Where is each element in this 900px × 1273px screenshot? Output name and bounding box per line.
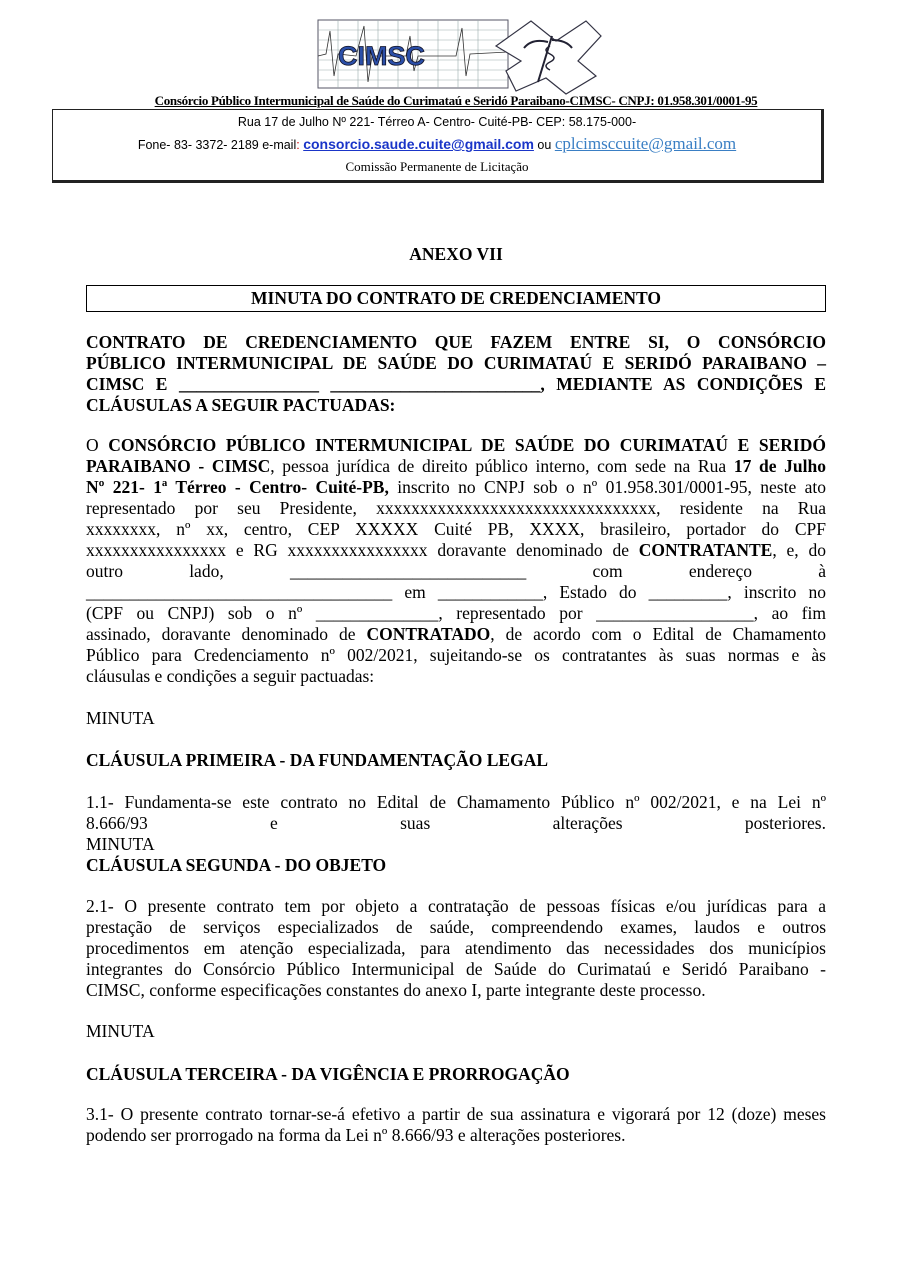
contract-heading <box>86 332 826 416</box>
text: , e, do <box>772 540 826 560</box>
clause-3-text <box>86 1104 826 1146</box>
contract-title: MINUTA DO CONTRATO DE CREDENCIAMENTO <box>86 285 826 312</box>
text: outro lado, ___________________________ com endereço à <box>86 561 826 581</box>
text-line <box>86 708 826 729</box>
text: 8.666/93 e suas alterações posteriores. <box>86 813 826 833</box>
text-line <box>86 395 826 416</box>
text-line <box>86 666 826 687</box>
contact-line <box>53 134 821 154</box>
text-line <box>86 353 826 374</box>
minuta-label <box>86 708 826 729</box>
text: ___________________________________ em ____________, Estado do _________, inscrito no <box>86 582 826 602</box>
bold-text: CLÁUSULAS A SEGUIR PACTUADAS: <box>86 395 396 415</box>
bold-text: PARAIBANO - CIMSC <box>86 456 271 476</box>
text: 2.1- O presente contrato tem por objeto a contratação de pessoas físicas e/ou jurídicas para a <box>86 896 826 916</box>
text-line <box>86 332 826 353</box>
text-line <box>86 980 826 1001</box>
text-line <box>86 813 826 834</box>
annex-title: ANEXO VII <box>409 244 503 264</box>
svg-text:CIMSC: CIMSC <box>338 41 425 71</box>
text-line <box>86 582 826 603</box>
text-line <box>86 561 826 582</box>
email-link-cpl[interactable]: cplcimsccuite@gmail.com <box>554 134 737 153</box>
text: MINUTA <box>86 834 155 854</box>
text: prestação de serviços especializados de saúde, compreendendo exames, laudos e outros <box>86 917 826 937</box>
bold-text: PÚBLICO INTERMUNICIPAL DE SAÚDE DO CURIMATAÚ E SERIDÓ PARAIBANO – <box>86 353 826 373</box>
text-line <box>86 603 826 624</box>
text-line <box>86 855 826 876</box>
text-line <box>86 477 826 498</box>
address-line: Rua 17 de Julho Nº 221- Térreo A- Centro- Cuité-PB- CEP: 58.175-000- <box>237 115 637 129</box>
text-line <box>86 374 826 395</box>
text: , de acordo com o Edital de Chamamento <box>490 624 826 644</box>
text-line <box>86 540 826 561</box>
commission-line: Comissão Permanente de Licitação <box>345 159 529 174</box>
text: cláusulas e condições a seguir pactuadas: <box>86 666 375 686</box>
text: CIMSC, conforme especificações constantes do anexo I, parte integrante deste processo. <box>86 980 706 1000</box>
text-line <box>86 498 826 519</box>
colon: : <box>296 138 300 152</box>
text-line <box>86 896 826 917</box>
text: assinado, doravante denominado de <box>86 624 367 644</box>
clause-3-heading <box>86 1064 826 1085</box>
text-line <box>86 792 826 813</box>
text: Público para Credenciamento nº 002/2021, sujeitando-se os contratantes às suas normas e às <box>86 645 826 665</box>
text-line <box>86 834 826 855</box>
bold-text: CLÁUSULA TERCEIRA - DA VIGÊNCIA E PRORROGAÇÃO <box>86 1064 570 1084</box>
text-line <box>86 1064 826 1085</box>
text: 1.1- Fundamenta-se este contrato no Edital de Chamamento Público nº 002/2021, e na Lei nº <box>86 792 826 812</box>
bold-text: CLÁUSULA SEGUNDA - DO OBJETO <box>86 855 387 875</box>
email-link-consorcio[interactable]: consorcio.saude.cuite@gmail.com <box>303 136 534 152</box>
text: (CPF ou CNPJ) sob o nº ______________, representado por __________________, ao fim <box>86 603 826 623</box>
bold-text: CONSÓRCIO PÚBLICO INTERMUNICIPAL DE SAÚDE DO CURIMATAÚ E SERIDÓ <box>108 435 826 455</box>
text-line <box>86 917 826 938</box>
bold-text: CONTRATO DE CREDENCIAMENTO QUE FAZEM ENTRE SI, O CONSÓRCIO <box>86 332 826 352</box>
text: O <box>86 435 109 455</box>
clause-1-heading <box>86 750 826 771</box>
text-line <box>86 435 826 456</box>
cimsc-logo <box>316 16 606 96</box>
text: 3.1- O presente contrato tornar-se-á efetivo a partir de sua assinatura e vigorará por 12 (doze) meses <box>86 1104 826 1124</box>
bold-text: Nº 221- 1ª Térreo - Centro- Cuité-PB, <box>86 477 389 497</box>
text: integrantes do Consórcio Público Intermunicipal de Saúde do Curimataú e Seridó Paraibano - <box>86 959 826 979</box>
text: representado por seu Presidente, xxxxxxxxxxxxxxxxxxxxxxxxxxxxxxxx, residente na Rua <box>86 498 826 518</box>
bold-text: 17 de Julho <box>733 456 827 476</box>
text-line <box>86 1021 826 1042</box>
contact-box <box>52 109 824 183</box>
bold-text: CONTRATADO <box>366 624 491 644</box>
clause-2-text <box>86 896 826 1001</box>
text: , pessoa jurídica de direito público interno, com sede na Rua <box>270 456 734 476</box>
organization-header: Consórcio Público Intermunicipal de Saúde do Curimataú e Seridó Paraibano-CIMSC- CNPJ: 01.958.301/0001-95 <box>154 93 758 108</box>
text-line <box>86 624 826 645</box>
phone-text: Fone- 83- 3372- 2189 e-mail <box>137 138 297 152</box>
preamble-paragraph <box>86 435 826 687</box>
text: MINUTA <box>86 1021 155 1041</box>
text: xxxxxxxx, nº xx, centro, CEP XXXXX Cuité PB, XXXX, brasileiro, portador do CPF <box>86 519 826 539</box>
text-line <box>86 1125 826 1146</box>
text-line <box>86 645 826 666</box>
clause-1-text <box>86 792 826 876</box>
or-text: ou <box>537 138 552 152</box>
minuta-label <box>86 1021 826 1042</box>
bold-text: CONTRATANTE <box>638 540 773 560</box>
bold-text: CIMSC E ________________ ________________________, MEDIANTE AS CONDIÇÕES E <box>86 374 826 394</box>
text-line <box>86 938 826 959</box>
bold-text: CLÁUSULA PRIMEIRA - DA FUNDAMENTAÇÃO LEGAL <box>86 750 548 770</box>
text-line <box>86 959 826 980</box>
text-line <box>86 750 826 771</box>
text: inscrito no CNPJ sob o nº 01.958.301/0001-95, neste ato <box>388 477 826 497</box>
text-line <box>86 519 826 540</box>
text-line <box>86 456 826 477</box>
text-line <box>86 1104 826 1125</box>
text: xxxxxxxxxxxxxxxx e RG xxxxxxxxxxxxxxxx doravante denominado de <box>86 540 639 560</box>
text: procedimentos em atenção especializada, para atendimento das necessidades dos municípios <box>86 938 826 958</box>
text: podendo ser prorrogado na forma da Lei nº 8.666/93 e alterações posteriores. <box>86 1125 626 1145</box>
text: MINUTA <box>86 708 155 728</box>
